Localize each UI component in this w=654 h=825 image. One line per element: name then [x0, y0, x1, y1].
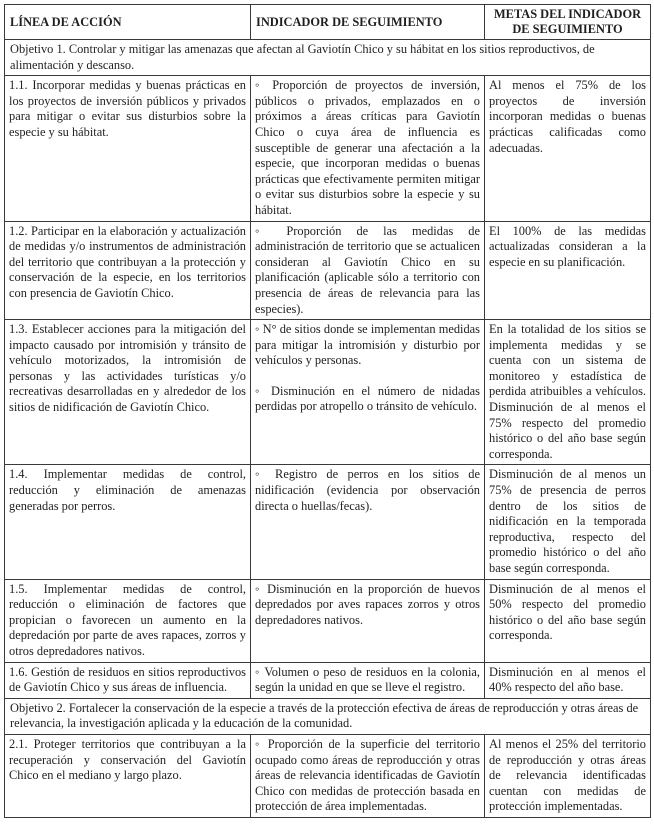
- header-metas: METAS DEL INDICADOR DE SEGUIMIENTO: [485, 5, 651, 40]
- table-row: [5, 76, 651, 221]
- indicator: ◦ N° de sitios donde se implementan medidas para mitigar la intromisión y disturbio por vehículos y personas.: [255, 322, 480, 368]
- table-row: [5, 465, 651, 579]
- action-line: 1.2. Participar en la elaboración y actualización de medidas y/o instrumentos de administración del territorio que contribuyan a la protección y conservación de la especie, en los territorios con presencia de Gaviotín Chico.: [5, 221, 251, 320]
- indicator: ◦ Volumen o peso de residuos en la colonia, según la unidad en que se lleve el registro.: [251, 662, 485, 698]
- action-line: 1.4. Implementar medidas de control, reducción y eliminación de amenazas generadas por perros.: [5, 465, 251, 579]
- action-line: 1.6. Gestión de residuos en sitios reproductivos de Gaviotín Chico y sus áreas de influencia.: [5, 662, 251, 698]
- action-plan-table: [4, 4, 651, 818]
- header-linea-accion: LÍNEA DE ACCIÓN: [5, 5, 251, 40]
- table-row: [5, 320, 651, 465]
- objective-2: Objetivo 2. Fortalecer la conservación de la especie a través de la protección efectiva de áreas de reproducción y otras áreas de relevancia, la investigación aplicada y la educación de la comunidad.: [5, 698, 651, 734]
- indicator-cell: [251, 320, 485, 465]
- action-line: 1.1. Incorporar medidas y buenas prácticas en los proyectos de inversión públicos y privados para mitigar o evitar sus disturbios sobre la especie y su hábitat.: [5, 76, 251, 221]
- indicator: ◦ Proporción de las medidas de administración de territorio que se actualicen consideran al Gaviotín Chico en su planificación (aplicable sólo a territorio con presencia de áreas de relevancia para las especies).: [251, 221, 485, 320]
- table-row: [5, 662, 651, 698]
- goal: Al menos el 25% del territorio de reproducción y otras áreas de relevancia identificadas cuentan con medidas de protección implementadas.: [485, 734, 651, 817]
- goal: Disminución en al menos el 40% respecto del año base.: [485, 662, 651, 698]
- indicator: ◦ Disminución en la proporción de huevos depredados por aves rapaces zorros y otros depredadores nativos.: [251, 579, 485, 662]
- header-row: [5, 5, 651, 40]
- goal: Disminución de al menos un 75% de presencia de perros dentro de los sitios de nidificación en la temporada reproductiva, respecto del promedio histórico o del año base según corresponda.: [485, 465, 651, 579]
- table-row: [5, 221, 651, 320]
- indicator: ◦ Proporción de proyectos de inversión, públicos o privados, emplazados en o próximos a áreas críticas para Gaviotín Chico o cuya área de influencia es susceptible de generar una afectación a la especie, que incorporan medidas o buenas prácticas que efectivamente permiten mitigar o evitar sus disturbios sobre la especie y su hábitat.: [251, 76, 485, 221]
- header-indicador: INDICADOR DE SEGUIMIENTO: [251, 5, 485, 40]
- indicator: ◦ Registro de perros en los sitios de nidificación (evidencia por observación directa o huellas/fecas).: [251, 465, 485, 579]
- objective-row: [5, 40, 651, 76]
- objective-row: [5, 698, 651, 734]
- objective-1: Objetivo 1. Controlar y mitigar las amenazas que afectan al Gaviotín Chico y su hábitat en los sitios reproductivos, de alimentación y descanso.: [5, 40, 651, 76]
- action-line: 1.5. Implementar medidas de control, reducción o eliminación de factores que propician o favorecen un aumento en la depredación por parte de aves rapaces, zorros y otros depredadores nativos.: [5, 579, 251, 662]
- indicator-secondary: ◦ Disminución en el número de nidadas perdidas por atropello o tránsito de vehículo.: [255, 383, 480, 414]
- indicator: ◦ Proporción de la superficie del territorio ocupado como áreas de reproducción y otras áreas de relevancia identificadas de Gaviotín Chico con medidas de protección basada en protección de área implementadas.: [251, 734, 485, 817]
- goal: El 100% de las medidas actualizadas consideran a la especie en su planificación.: [485, 221, 651, 320]
- table-row: [5, 579, 651, 662]
- table-row: [5, 734, 651, 817]
- action-line: 1.3. Establecer acciones para la mitigación del impacto causado por intromisión y tránsito de vehículo motorizados, la intromisión de personas y las actividades turísticas y/o recreativas desarrolladas en y alrededor de los sitios de nidificación de Gaviotín Chico.: [5, 320, 251, 465]
- goal: Disminución de al menos el 50% respecto del promedio histórico o del año base según corresponda.: [485, 579, 651, 662]
- goal: Al menos el 75% de los proyectos de inversión incorporan medidas o buenas prácticas calificadas como adecuadas.: [485, 76, 651, 221]
- action-line: 2.1. Proteger territorios que contribuyan a la recuperación y conservación del Gaviotín Chico en el mediano y largo plazo.: [5, 734, 251, 817]
- goal: En la totalidad de los sitios se implementa medidas y se cuenta con un sistema de monitoreo y estadística de perdida atribuibles a vehículos. Disminución de al menos el 75% respecto del promedio histórico o del año base según corresponda.: [485, 320, 651, 465]
